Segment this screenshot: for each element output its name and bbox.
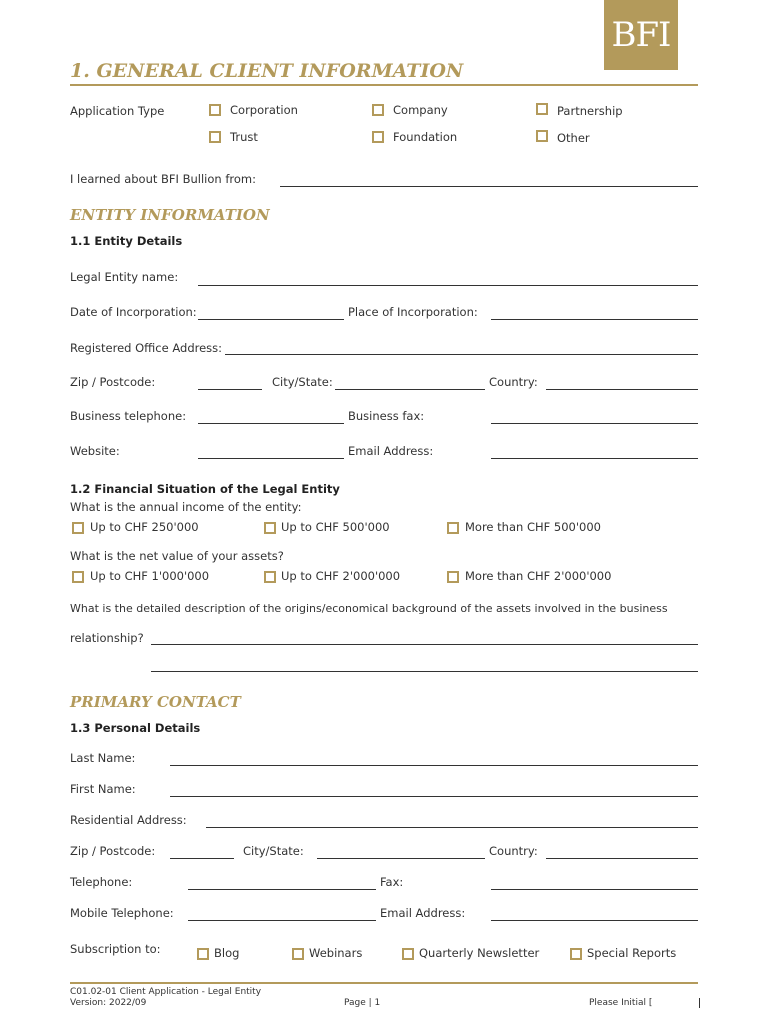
entity-zip-field[interactable]	[198, 389, 262, 390]
title-rule	[70, 84, 698, 86]
entity-zip-label: Zip / Postcode:	[70, 375, 156, 389]
other-label: Other	[557, 131, 590, 145]
special-reports-checkbox[interactable]	[570, 948, 582, 960]
blog-checkbox[interactable]	[197, 948, 209, 960]
quarterly-newsletter-checkbox[interactable]	[402, 948, 414, 960]
assets-1m-checkbox[interactable]	[72, 571, 84, 583]
assets-2m-label: Up to CHF 2'000'000	[281, 569, 401, 583]
footer-initial-label: Please Initial [	[589, 998, 653, 1008]
company-checkbox[interactable]	[372, 104, 384, 116]
contact-city-field[interactable]	[317, 858, 485, 859]
residential-address-label: Residential Address:	[70, 813, 187, 827]
first-name-label: First Name:	[70, 782, 136, 796]
business-fax-label: Business fax:	[348, 409, 425, 423]
assets-more-2m-label: More than CHF 2'000'000	[465, 569, 612, 583]
contact-city-label: City/State:	[243, 844, 304, 858]
business-fax-field[interactable]	[491, 423, 698, 424]
entity-country-label: Country:	[489, 375, 538, 389]
business-telephone-label: Business telephone:	[70, 409, 187, 423]
assets-1m-label: Up to CHF 1'000'000	[90, 569, 210, 583]
income-250k-checkbox[interactable]	[72, 522, 84, 534]
contact-country-field[interactable]	[546, 858, 698, 859]
footer-rule	[70, 982, 698, 984]
origin-field-line1[interactable]	[151, 644, 698, 645]
other-checkbox[interactable]	[536, 130, 548, 142]
entity-city-field[interactable]	[335, 389, 485, 390]
blog-label: Blog	[214, 946, 240, 960]
footer-page-number: Page | 1	[344, 998, 381, 1008]
learned-from-label: I learned about BFI Bullion from:	[70, 172, 256, 186]
income-question: What is the annual income of the entity:	[70, 500, 302, 514]
entity-email-field[interactable]	[491, 458, 698, 459]
personal-details-heading: 1.3 Personal Details	[70, 721, 201, 735]
telephone-label: Telephone:	[70, 875, 133, 889]
origin-field-line2[interactable]	[151, 671, 698, 672]
primary-contact-heading: PRIMARY CONTACT	[70, 693, 241, 711]
assets-2m-checkbox[interactable]	[264, 571, 276, 583]
page-title: 1. GENERAL CLIENT INFORMATION	[70, 60, 464, 82]
income-250k-label: Up to CHF 250'000	[90, 520, 199, 534]
footer-version: Version: 2022/09	[70, 998, 147, 1008]
last-name-field[interactable]	[170, 765, 698, 766]
entity-email-label: Email Address:	[348, 444, 434, 458]
partnership-checkbox[interactable]	[536, 103, 548, 115]
contact-zip-field[interactable]	[170, 858, 234, 859]
income-more-500k-checkbox[interactable]	[447, 522, 459, 534]
date-incorporation-field[interactable]	[198, 319, 344, 320]
subscription-label: Subscription to:	[70, 942, 161, 956]
registered-address-label: Registered Office Address:	[70, 341, 223, 355]
income-500k-checkbox[interactable]	[264, 522, 276, 534]
origin-question-line1: What is the detailed description of the origins/economical background of the assets involved in the business	[70, 602, 668, 615]
trust-checkbox[interactable]	[209, 131, 221, 143]
bfi-logo: BFI	[604, 0, 678, 70]
learned-from-field[interactable]	[280, 186, 698, 187]
place-incorporation-label: Place of Incorporation:	[348, 305, 478, 319]
place-incorporation-field[interactable]	[491, 319, 698, 320]
company-label: Company	[393, 103, 448, 117]
footer-doc-id: C01.02-01 Client Application - Legal Entity	[70, 987, 262, 997]
special-reports-label: Special Reports	[587, 946, 677, 960]
initial-box-bracket[interactable]	[699, 998, 700, 1008]
webinars-checkbox[interactable]	[292, 948, 304, 960]
contact-zip-label: Zip / Postcode:	[70, 844, 156, 858]
origin-question-line2: relationship?	[70, 631, 144, 645]
foundation-checkbox[interactable]	[372, 131, 384, 143]
webinars-label: Webinars	[309, 946, 363, 960]
first-name-field[interactable]	[170, 796, 698, 797]
application-type-label: Application Type	[70, 104, 165, 118]
website-field[interactable]	[198, 458, 344, 459]
website-label: Website:	[70, 444, 120, 458]
foundation-label: Foundation	[393, 130, 458, 144]
residential-address-field[interactable]	[206, 827, 698, 828]
contact-email-label: Email Address:	[380, 906, 466, 920]
date-incorporation-label: Date of Incorporation:	[70, 305, 197, 319]
entity-country-field[interactable]	[546, 389, 698, 390]
mobile-telephone-label: Mobile Telephone:	[70, 906, 174, 920]
corporation-checkbox[interactable]	[209, 104, 221, 116]
mobile-telephone-field[interactable]	[188, 920, 376, 921]
fax-label: Fax:	[380, 875, 404, 889]
quarterly-newsletter-label: Quarterly Newsletter	[419, 946, 540, 960]
financial-heading: 1.2 Financial Situation of the Legal Entity	[70, 482, 340, 496]
legal-entity-name-field[interactable]	[198, 285, 698, 286]
contact-email-field[interactable]	[491, 920, 698, 921]
contact-country-label: Country:	[489, 844, 538, 858]
entity-info-heading: ENTITY INFORMATION	[70, 206, 270, 224]
registered-address-field[interactable]	[225, 354, 698, 355]
income-more-500k-label: More than CHF 500'000	[465, 520, 601, 534]
entity-city-label: City/State:	[272, 375, 333, 389]
partnership-label: Partnership	[557, 104, 623, 118]
fax-field[interactable]	[491, 889, 698, 890]
corporation-label: Corporation	[230, 103, 298, 117]
last-name-label: Last Name:	[70, 751, 136, 765]
telephone-field[interactable]	[188, 889, 376, 890]
entity-details-heading: 1.1 Entity Details	[70, 234, 183, 248]
business-telephone-field[interactable]	[198, 423, 344, 424]
assets-question: What is the net value of your assets?	[70, 549, 284, 563]
trust-label: Trust	[230, 130, 258, 144]
assets-more-2m-checkbox[interactable]	[447, 571, 459, 583]
income-500k-label: Up to CHF 500'000	[281, 520, 390, 534]
legal-entity-name-label: Legal Entity name:	[70, 270, 179, 284]
